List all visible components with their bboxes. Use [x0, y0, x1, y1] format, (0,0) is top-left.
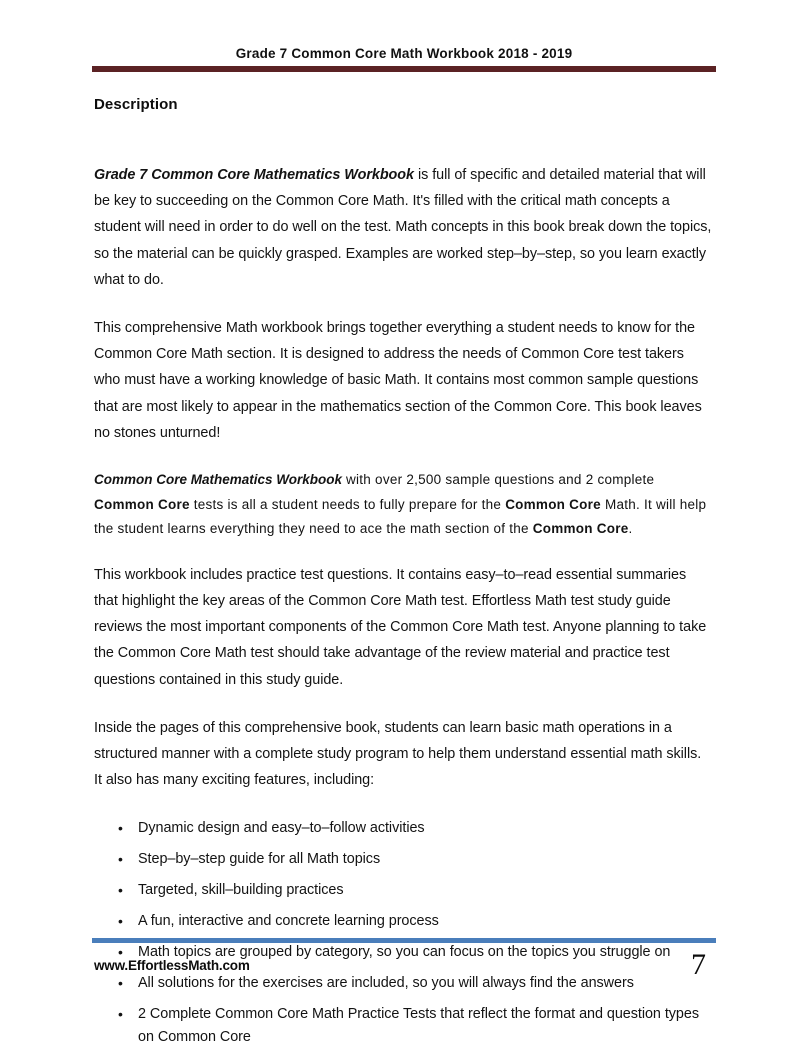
list-item: [94, 1003, 712, 1048]
bullet-icon: •: [118, 975, 123, 992]
features-list: [94, 817, 712, 1048]
document-body: [94, 162, 712, 1057]
page-footer: [92, 938, 716, 988]
paragraph-segment: Math. It will help the student learns everything they need to ace the math section of the: [94, 496, 707, 537]
paragraph-bold-common-core: Common Core: [505, 496, 601, 512]
paragraph-text: is full of specific and detailed material that will be key to succeeding on the Common Core Math. It's filled with the critical math concepts a student will need in order to do well on the test. Math concepts in this book break down the topics, so the material can be quickly grasped. Examples are worked step–by–step, so you learn exactly what to do.: [94, 167, 712, 288]
running-header: [92, 46, 716, 72]
list-item: [94, 817, 712, 840]
page-title: Description: [94, 96, 178, 113]
paragraph-lead-title: Common Core Mathematics Workbook: [94, 472, 343, 488]
paragraph-segment: tests is all a student needs to fully prepare for the: [189, 496, 506, 512]
paragraph-comprehensive: [94, 315, 712, 446]
list-item-label: A fun, interactive and concrete learning process: [138, 913, 439, 930]
list-item-label: Dynamic design and easy–to–follow activities: [138, 820, 425, 837]
paragraph-practice-tests: [94, 562, 712, 693]
bullet-icon: •: [118, 851, 123, 868]
list-item: [94, 848, 712, 871]
paragraph-features-intro: [94, 715, 712, 794]
paragraph-text: This comprehensive Math workbook brings together everything a student needs to know for the Common Core Math section. It is designed to address the needs of Common Core test takers who must have a working knowledge of basic Math. It contains most common sample questions that are most likely to appear in the mathematics section of the Common Core. This book leaves no stones unturned!: [94, 320, 702, 441]
list-item-label: 2 Complete Common Core Math Practice Tests that reflect the format and question types on Common Core: [138, 1006, 699, 1045]
list-item-label: Targeted, skill–building practices: [138, 882, 344, 899]
header-divider-rule: [92, 66, 716, 72]
bullet-icon: •: [118, 882, 123, 899]
footer-website-url[interactable]: www.EffortlessMath.com: [94, 958, 250, 973]
list-item: [94, 910, 712, 933]
header-title: Grade 7 Common Core Math Workbook 2018 - 2019: [235, 46, 573, 61]
paragraph-lead-title: Grade 7 Common Core Mathematics Workbook: [94, 167, 414, 183]
page-number: 7: [691, 948, 706, 981]
paragraph-text: Inside the pages of this comprehensive book, students can learn basic math operations in a structured manner with a complete study program to help them understand essential math skills. It also has many exciting features, including:: [94, 719, 702, 789]
list-item-label: Math topics are grouped by category, so you can focus on the topics you struggle on: [138, 944, 671, 961]
list-item-label: All solutions for the exercises are included, so you will always find the answers: [138, 975, 634, 992]
list-item: [94, 879, 712, 902]
paragraph-segment: with over 2,500 sample questions and 2 complete: [342, 472, 655, 488]
paragraph-segment: .: [628, 521, 633, 537]
paragraph-text: This workbook includes practice test questions. It contains easy–to–read essential summaries that highlight the key areas of the Common Core Math test. Effortless Math test study guide reviews the most important components of the Common Core Math test. Anyone planning to take the Common Core Math test should take advantage of the review material and practice test questions contained in this study guide.: [94, 566, 707, 688]
footer-divider-rule: [92, 938, 716, 943]
paragraph-bold-common-core: Common Core: [532, 521, 629, 537]
list-item-label: Step–by–step guide for all Math topics: [138, 851, 381, 868]
paragraph-bold-common-core: Common Core: [94, 496, 190, 512]
paragraph-intro: [94, 162, 712, 293]
bullet-icon: •: [118, 1006, 123, 1023]
bullet-icon: •: [118, 820, 123, 837]
paragraph-workbook-details: [94, 468, 712, 542]
bullet-icon: •: [118, 913, 123, 930]
bullet-icon: •: [118, 944, 123, 961]
